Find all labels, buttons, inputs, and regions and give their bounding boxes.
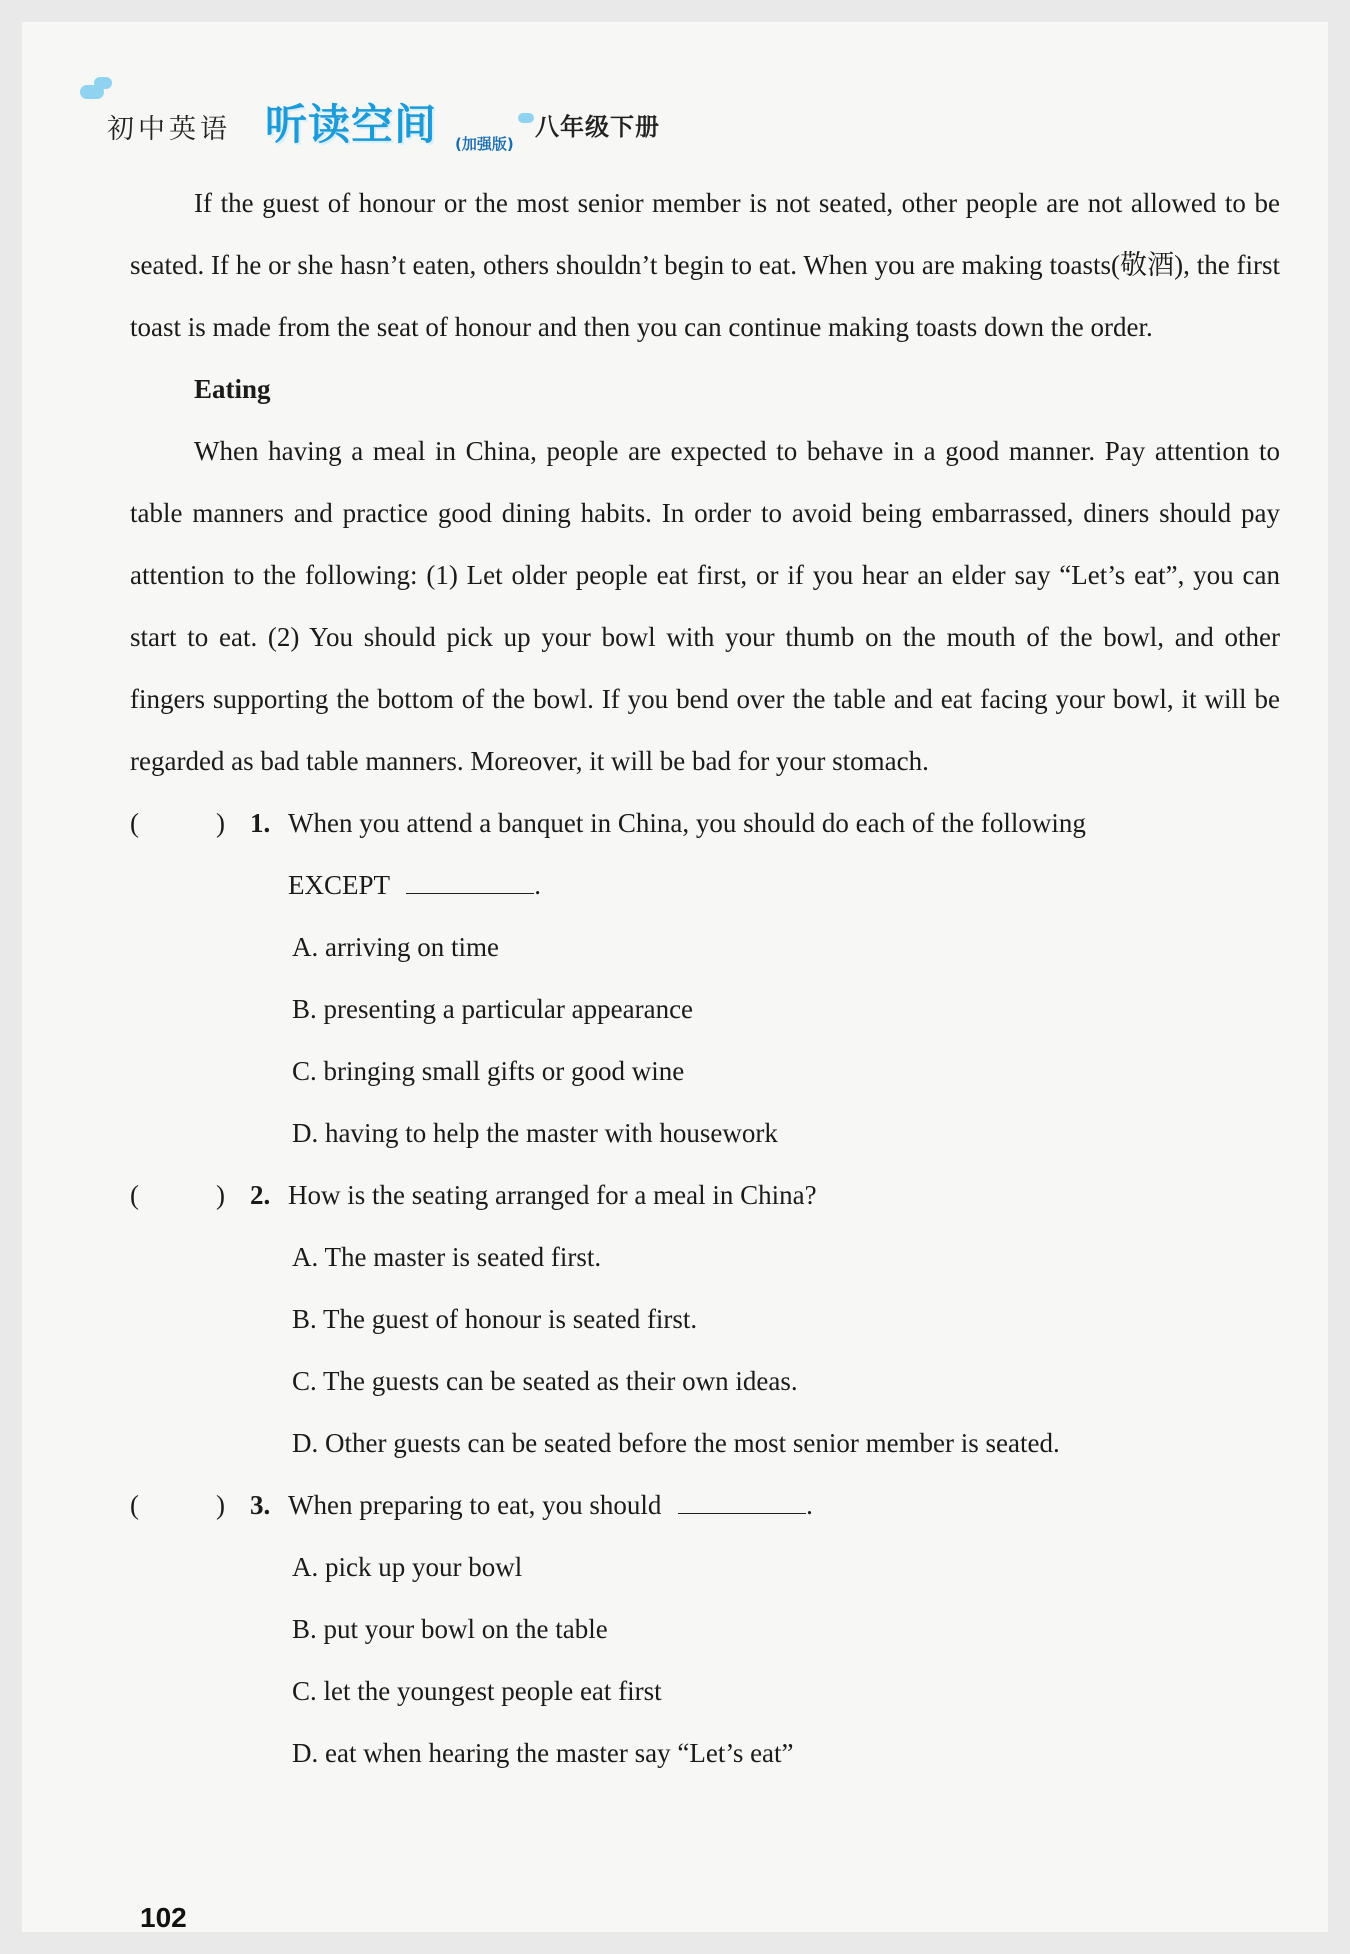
question-number: 1.: [250, 808, 271, 838]
question-stem: How is the seating arranged for a meal in China?: [288, 1180, 817, 1210]
option-d: D. Other guests can be seated before the most senior member is seated.: [292, 1428, 1060, 1458]
option-c: C. bringing small gifts or good wine: [292, 1056, 685, 1086]
question-number: 3.: [250, 1490, 271, 1520]
paragraph: If the guest of honour or the most senior member is not seated, other people are not allowed to be seated. If he or she hasn’t eaten, others shouldn’t begin to eat. When you are making toasts(敬酒), the first toast is made from the seat of honour and then you can continue making toasts down the order.: [130, 188, 1280, 342]
header-book-title: 初中英语: [107, 114, 231, 145]
page-number: 102: [140, 1902, 187, 1933]
question-1: [130, 792, 1280, 1164]
answer-paren-close: ): [216, 808, 225, 838]
answer-paren-open: (: [130, 1490, 139, 1520]
option-a: A. pick up your bowl: [292, 1552, 523, 1582]
answer-paren-close: ): [216, 1180, 225, 1210]
question-number: 2.: [250, 1180, 271, 1210]
question-stem: When preparing to eat, you should: [288, 1490, 662, 1520]
answer-blank[interactable]: [406, 867, 534, 894]
question-stem-continued: [130, 854, 1280, 916]
answer-paren-open: (: [130, 808, 139, 838]
answer-paren-close: ): [216, 1490, 225, 1520]
question-stem-line: [130, 1474, 1280, 1536]
period: .: [806, 1490, 813, 1520]
page-header: [80, 77, 780, 157]
option-b: B. The guest of honour is seated first.: [292, 1304, 698, 1334]
option-c: C. let the youngest people eat first: [292, 1676, 662, 1706]
option-c: C. The guests can be seated as their own ideas.: [292, 1366, 798, 1396]
textbook-page: [22, 22, 1328, 1932]
option-d: D. having to help the master with housework: [292, 1118, 778, 1148]
period: .: [534, 870, 542, 900]
reading-content: [130, 172, 1280, 1784]
question-stem-line: [130, 1164, 1280, 1226]
question-3: [130, 1474, 1280, 1784]
answer-paren-open: (: [130, 1180, 139, 1210]
header-grade: 八年级下册: [535, 113, 660, 141]
option-a: A. The master is seated first.: [292, 1242, 602, 1272]
question-stem-tail: EXCEPT: [288, 870, 390, 900]
option-d: D. eat when hearing the master say “Let’s eat”: [292, 1738, 794, 1768]
question-2: [130, 1164, 1280, 1474]
question-stem: When you attend a banquet in China, you should do each of the following: [288, 808, 1086, 838]
cloud-decoration-icon: [94, 77, 112, 89]
header-edition: (加强版): [455, 135, 514, 153]
section-heading: Eating: [194, 374, 271, 404]
option-a: A. arriving on time: [292, 932, 499, 962]
option-b: B. put your bowl on the table: [292, 1614, 608, 1644]
header-series-logo: 听读空间: [265, 100, 438, 149]
answer-blank[interactable]: [678, 1487, 806, 1514]
cloud-decoration-icon: [518, 113, 534, 123]
option-b: B. presenting a particular appearance: [292, 994, 694, 1024]
question-stem-line: [130, 792, 1280, 854]
paragraph: When having a meal in China, people are expected to behave in a good manner. Pay attention to table manners and practice good dining habits. In order to avoid being embarrassed, diners should pay attention to the following: (1) Let older people eat first, or if you hear an elder say “Let’s eat”, you can start to eat. (2) You should pick up your bowl with your thumb on the mouth of the bowl, and other fingers supporting the bottom of the bowl. If you bend over the table and eat facing your bowl, it will be regarded as bad table manners. Moreover, it will be bad for your stomach.: [130, 436, 1280, 776]
